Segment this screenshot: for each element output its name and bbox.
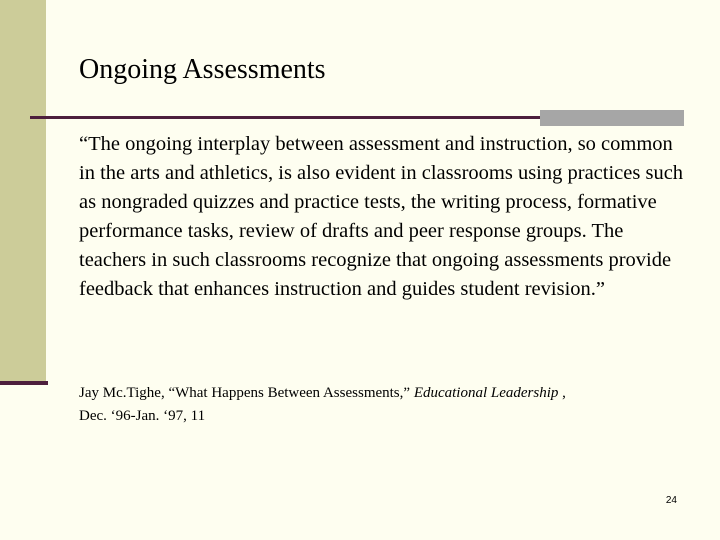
- side-divider: [0, 381, 48, 385]
- quote-text: “The ongoing interplay between assessment and instruction, so common in the arts and athletics, is also evident in classrooms using practices such as nongraded quizzes and practice tests, the writing process, formative performance tasks, review of drafts and peer response groups. The teachers in such classrooms recognize that ongoing assessments provide feedback that enhances instruction and guides student revision.”: [79, 133, 684, 300]
- citation-comma: ,: [562, 385, 566, 401]
- citation-journal: Educational Leadership: [413, 385, 559, 401]
- side-band: [0, 0, 46, 382]
- citation-date: Dec. ‘96-Jan. ‘97, 11: [79, 408, 206, 424]
- citation-author-title: Jay Mc.Tighe, “What Happens Between Assessments,”: [79, 385, 411, 401]
- citation: [79, 382, 679, 428]
- page-number: 24: [665, 495, 677, 506]
- slide-title: Ongoing Assessments: [79, 54, 326, 85]
- title-accent-bar: [540, 110, 684, 126]
